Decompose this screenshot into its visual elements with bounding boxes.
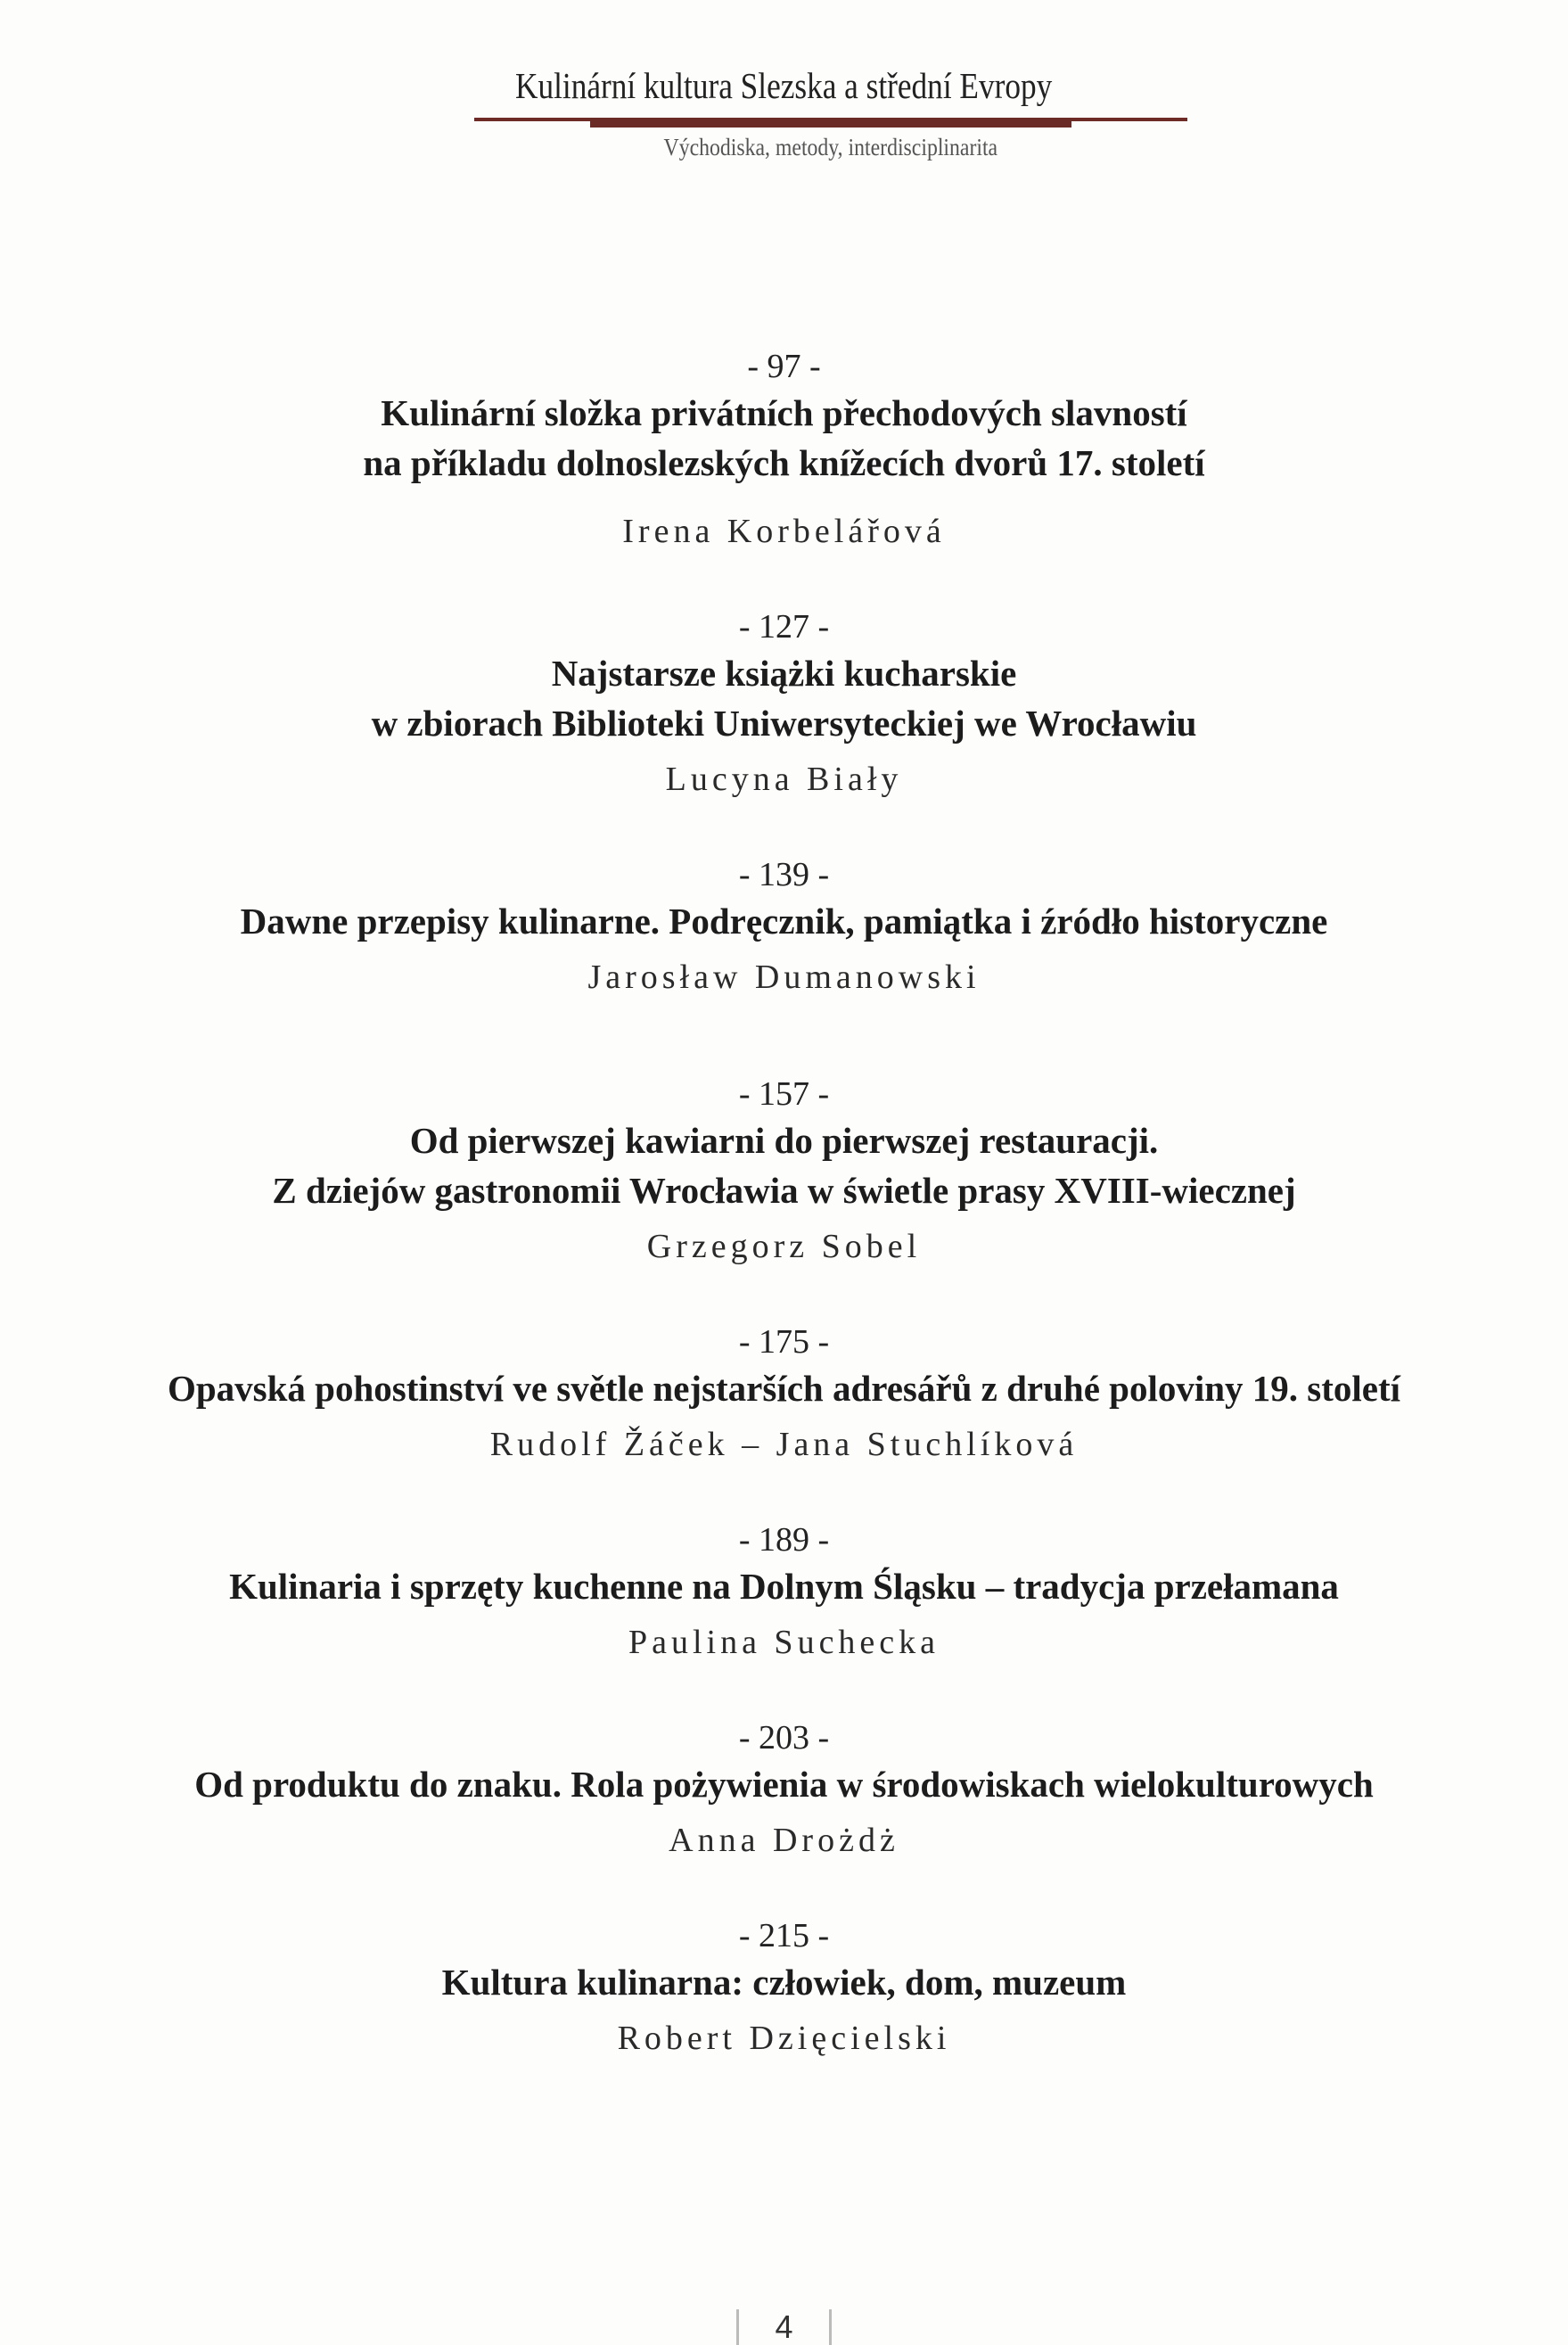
entry-author: Paulina Suchecka bbox=[628, 1624, 940, 1661]
entry-title-line: Od pierwszej kawiarni do pierwszej restauracji. bbox=[409, 1120, 1159, 1161]
entry-page-number: - 97 - bbox=[747, 348, 821, 385]
page-number: 4 bbox=[736, 2309, 831, 2345]
entry-page-number: - 215 - bbox=[738, 1917, 830, 1954]
page-footer bbox=[0, 2309, 1568, 2345]
entry-title-line: w zbiorach Biblioteki Uniwersyteckiej we Wrocławiu bbox=[371, 703, 1197, 744]
entry-title bbox=[0, 1363, 1568, 1413]
entry-author: Robert Dzięcielski bbox=[617, 2020, 951, 2057]
entry-author: Lucyna Biały bbox=[665, 761, 903, 798]
entry-title-line: Najstarsze książki kucharskie bbox=[551, 653, 1017, 694]
entry-title-line: Opavská pohostinství ve světle nejstarších adresářů z druhé poloviny 19. století bbox=[167, 1368, 1401, 1409]
entry-author: Irena Korbelářová bbox=[622, 513, 946, 550]
entry-title-line: Kulinární složka privátních přechodových slavností bbox=[381, 392, 1187, 433]
entry-page-number: - 157 - bbox=[738, 1075, 830, 1113]
table-of-contents bbox=[0, 345, 1568, 2062]
toc-entry bbox=[0, 345, 1568, 555]
entry-title bbox=[0, 388, 1568, 488]
entry-author: Jarosław Dumanowski bbox=[587, 959, 981, 996]
entry-title bbox=[0, 1561, 1568, 1611]
entry-page-number: - 189 - bbox=[738, 1521, 830, 1559]
book-title: Kulinární kultura Slezska a střední Evropy bbox=[515, 65, 1053, 106]
entry-title bbox=[0, 896, 1568, 946]
toc-entry bbox=[0, 605, 1568, 803]
entry-author: Anna Drożdż bbox=[669, 1822, 899, 1859]
toc-entry bbox=[0, 1321, 1568, 1469]
entry-title-line: na příkladu dolnoslezských knížecích dvorů 17. století bbox=[363, 442, 1205, 483]
entry-page-number: - 127 - bbox=[738, 608, 830, 646]
book-subtitle: Východiska, metody, interdisciplinarita bbox=[663, 134, 997, 160]
entry-title-line: Od produktu do znaku. Rola pożywienia w środowiskach wielokulturowych bbox=[194, 1764, 1374, 1805]
toc-entry bbox=[0, 1914, 1568, 2062]
running-header bbox=[0, 64, 1568, 161]
entry-title bbox=[0, 1759, 1568, 1809]
toc-entry bbox=[0, 1716, 1568, 1864]
entry-title-line: Dawne przepisy kulinarne. Podręcznik, pamiątka i źródło historyczne bbox=[240, 901, 1328, 942]
entry-page-number: - 175 - bbox=[738, 1323, 830, 1361]
entry-title bbox=[0, 1115, 1568, 1215]
entry-author: Rudolf Žáček – Jana Stuchlíková bbox=[489, 1426, 1079, 1463]
toc-entry bbox=[0, 853, 1568, 1001]
entry-title-line: Z dziejów gastronomii Wrocławia w świetle prasy XVIII-wiecznej bbox=[272, 1170, 1296, 1211]
entry-title-line: Kultura kulinarna: człowiek, dom, muzeum bbox=[441, 1962, 1127, 2003]
entry-page-number: - 203 - bbox=[738, 1719, 830, 1757]
header-rule-thick bbox=[590, 118, 1071, 128]
toc-entry bbox=[0, 1518, 1568, 1666]
entry-page-number: - 139 - bbox=[738, 856, 830, 893]
header-rule bbox=[474, 114, 1187, 128]
entry-title bbox=[0, 1957, 1568, 2007]
entry-title bbox=[0, 648, 1568, 748]
entry-author: Grzegorz Sobel bbox=[646, 1228, 922, 1265]
toc-entry bbox=[0, 1073, 1568, 1271]
entry-title-line: Kulinaria i sprzęty kuchenne na Dolnym Śląsku – tradycja przełamana bbox=[229, 1566, 1339, 1607]
